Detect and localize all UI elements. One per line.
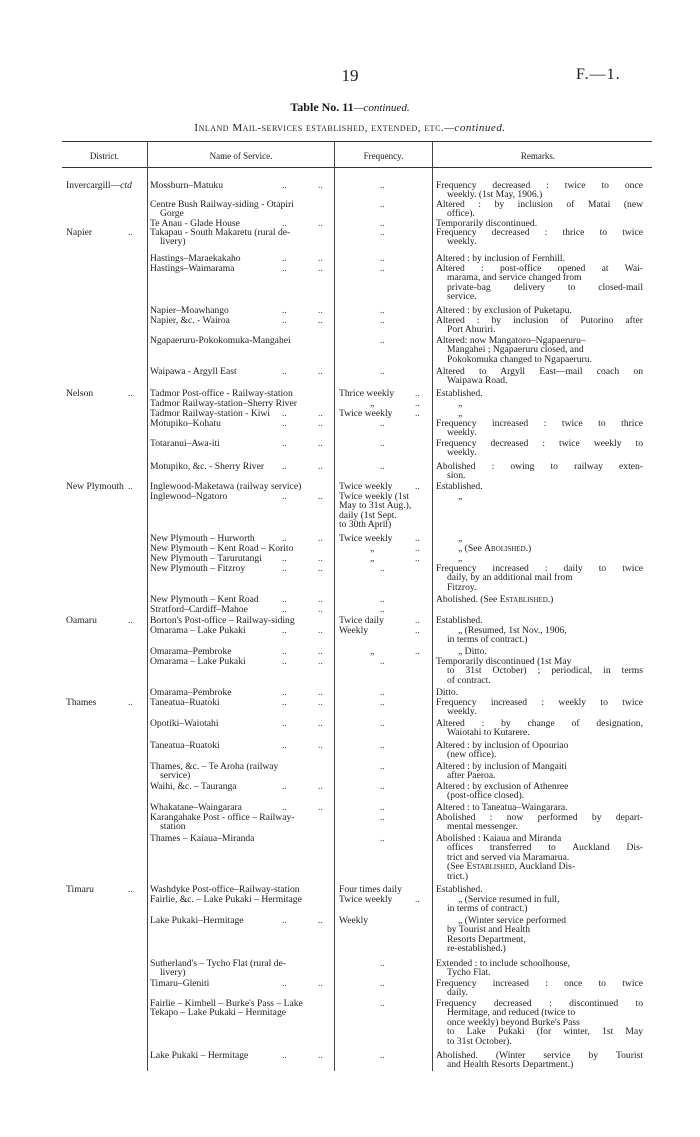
frequency-dots: ..: [380, 180, 385, 191]
service-dots: ..: [318, 915, 323, 926]
row-remarks: mental messenger.: [447, 821, 518, 833]
row-remarks: Extended : to include schoolhouse,: [436, 958, 571, 969]
row-remarks: Established.: [436, 388, 483, 399]
row-service-name: Karangahake Post - office – Railway-: [150, 812, 295, 823]
row-service-name: Tadmor Railway-station - Kiwi: [150, 408, 271, 419]
row-remarks: „ (Resumed, 1st Nov., 1906,: [458, 625, 567, 636]
row-service-name: Sutherland's – Tycho Flat (rural de-: [150, 958, 286, 969]
frequency-dots: ..: [380, 418, 385, 429]
service-dots: ..: [318, 740, 323, 751]
row-service-name: Omarama – Lake Pukaki: [150, 625, 246, 636]
frequency-dots: ..: [415, 481, 420, 492]
service-dots: ..: [318, 461, 323, 472]
row-remarks: by Tourist and Health: [447, 924, 531, 936]
frequency-dots: ..: [415, 625, 420, 636]
row-remarks: Resorts Department,: [447, 933, 526, 945]
frequency-dots: ..: [380, 740, 385, 751]
service-dots: ..: [318, 1050, 323, 1061]
frequency-dots: ..: [380, 253, 385, 264]
service-dots: ..: [282, 491, 287, 502]
frequency-dots: ..: [380, 315, 385, 326]
row-service-name: Hastings–Waimarama: [150, 263, 235, 274]
row-service-name: Fairlie, &c. – Lake Pukaki – Hermitage: [150, 894, 302, 905]
frequency-dots: ..: [380, 687, 385, 698]
row-remarks: „ (Service resumed in full,: [458, 894, 560, 905]
frequency-dots: ..: [380, 802, 385, 813]
row-service-name: Opotiki–Waiotahi: [150, 718, 219, 729]
service-dots: ..: [318, 802, 323, 813]
service-dots: ..: [318, 718, 323, 729]
row-service-name: Gorge: [160, 208, 184, 220]
row-remarks: in terms of contract.): [447, 903, 528, 915]
frequency-dots: ..: [415, 388, 420, 399]
service-dots: ..: [282, 263, 287, 274]
service-dots: ..: [318, 646, 323, 657]
frequency-dots: ..: [380, 563, 385, 574]
service-dots: ..: [318, 687, 323, 698]
row-remarks: Established.: [436, 481, 483, 492]
district-label: Invercargill—: [66, 180, 121, 191]
row-remarks: Established.: [436, 615, 483, 626]
frequency-dots: ..: [380, 1050, 385, 1061]
cross-reference: Abolished: [484, 543, 526, 554]
service-dots: ..: [318, 305, 323, 316]
row-service-name: Takapau - South Makaretu (rural de-: [150, 227, 291, 238]
row-remarks: trict and served via Maramarua.: [447, 851, 570, 863]
row-frequency: Twice weekly: [339, 894, 393, 905]
row-service-name: Te Anau - Glade House: [150, 218, 240, 229]
row-remarks: Ditto.: [436, 687, 459, 698]
row-remarks: Altered : by exclusion of Athenree: [436, 781, 569, 792]
service-dots: ..: [282, 656, 287, 667]
frequency-dots: ..: [415, 543, 420, 554]
row-service-name: New Plymouth – Fitzroy: [150, 563, 246, 574]
row-remarks: (post-office closed).: [447, 790, 525, 802]
row-service-name: New Plymouth – Kent Road – Korito: [150, 543, 294, 554]
service-dots: ..: [282, 697, 287, 708]
row-frequency: Four times daily: [339, 884, 402, 895]
row-remarks: weekly.: [447, 427, 477, 439]
row-service-name: Lake Pukaki–Hermitage: [150, 915, 244, 926]
row-service-name: New Plymouth – Hurworth: [150, 533, 255, 544]
service-dots: ..: [318, 315, 323, 326]
frequency-dots: ..: [380, 594, 385, 605]
row-remarks: Altered : by exclusion of Puketapu.: [436, 305, 572, 316]
service-dots: ..: [318, 533, 323, 544]
frequency-dots: ..: [415, 408, 420, 419]
row-frequency: „: [370, 646, 375, 657]
column-header-service: Name of Service.: [209, 151, 273, 161]
row-service-name: Whakatane–Waingarara: [150, 802, 242, 813]
row-service-name: Tadmor Post-office - Railway-station: [150, 388, 293, 399]
row-remarks: Pokokomuka changed to Ngapaeruru.: [447, 353, 592, 365]
district-dots: ..: [128, 615, 133, 626]
service-dots: ..: [282, 687, 287, 698]
row-service-name: Motupiko–Kohatu: [150, 418, 221, 429]
row-remarks: Altered: now Mangatoro–Ngapaeruru–: [436, 335, 586, 346]
row-district: New Plymouth: [66, 481, 124, 492]
row-service-name: Inglewood-Maketawa (railway service): [150, 481, 302, 492]
row-service-name: Stratford–Cardiff–Mahoe: [150, 604, 248, 615]
row-remarks: Port Ahuriri.: [447, 324, 496, 336]
row-remarks: to 31st October).: [447, 1035, 512, 1047]
row-remarks: re-established.): [447, 943, 506, 955]
row-service-name: Totaranui–Awa-iti: [150, 438, 220, 449]
row-remarks: (See Established, Auckland Dis-: [447, 861, 576, 873]
row-remarks: and Health Resorts Department.): [447, 1059, 574, 1071]
service-dots: ..: [318, 604, 323, 615]
row-remarks: to 31st October) ; periodical, in terms: [447, 665, 643, 677]
row-service-name: Waihi, &c. – Tauranga: [150, 781, 237, 792]
row-service-name: Waipawa - Argyll East: [150, 366, 237, 377]
service-dots: ..: [282, 418, 287, 429]
column-header-frequency: Frequency.: [363, 151, 404, 161]
row-remarks: Frequency decreased : twice to once: [436, 180, 643, 191]
row-service-name: Borton's Post-office – Railway-siding: [150, 615, 295, 626]
table-subtitle-main: Inland Mail-services established, extended, etc.: [194, 122, 445, 134]
service-dots: ..: [282, 1050, 287, 1061]
service-dots: ..: [318, 253, 323, 264]
frequency-dots: ..: [380, 604, 385, 615]
row-service-name: Thames – Kaiaua–Miranda: [150, 833, 255, 844]
frequency-dots: ..: [415, 894, 420, 905]
cross-reference: Established: [499, 594, 548, 605]
row-remarks: Altered : by inclusion of Putorino after: [436, 315, 643, 326]
row-service-name: Omarama – Lake Pukaki: [150, 656, 246, 667]
row-remarks: „: [458, 553, 463, 564]
row-district: [66, 181, 132, 190]
row-remarks: „: [458, 533, 463, 544]
service-dots: ..: [282, 305, 287, 316]
row-remarks: Abolished : owing to railway exten-: [436, 461, 643, 472]
row-service-name: Washdyke Post-office–Railway-station: [150, 884, 300, 895]
service-dots: ..: [282, 594, 287, 605]
service-dots: ..: [282, 563, 287, 574]
row-remarks: Frequency increased : once to twice: [436, 978, 643, 989]
row-remarks: „: [458, 408, 463, 419]
row-remarks: Frequency decreased : twice weekly to: [436, 438, 643, 449]
frequency-dots: ..: [380, 438, 385, 449]
row-remarks: Waiotahi to Kutarere.: [447, 727, 530, 739]
frequency-dots: ..: [380, 781, 385, 792]
row-frequency: Weekly: [339, 915, 369, 926]
row-remarks: „ (Winter service performed: [458, 915, 567, 926]
row-remarks: private-bag delivery to closed-mail: [447, 281, 643, 293]
row-remarks: daily.: [447, 987, 468, 999]
row-remarks: to Lake Pukaki (for winter, 1st May: [447, 1026, 643, 1038]
page-reference: F.—1.: [576, 66, 621, 83]
cross-reference: Established: [466, 861, 515, 873]
row-remarks: Hermitage, and reduced (twice to: [447, 1007, 576, 1019]
service-dots: ..: [282, 625, 287, 636]
row-district: Nelson: [66, 388, 94, 399]
service-dots: ..: [282, 315, 287, 326]
frequency-dots: ..: [380, 227, 385, 238]
row-service-name: Omarama–Pembroke: [150, 646, 232, 657]
row-service-name: Lake Pukaki – Hermitage: [150, 1050, 249, 1061]
service-dots: ..: [318, 553, 323, 564]
row-remarks: „: [458, 398, 463, 409]
row-frequency: Twice weekly: [339, 408, 393, 419]
row-district: Timaru: [66, 884, 94, 895]
frequency-dots: ..: [415, 398, 420, 409]
row-remarks: Established.: [436, 884, 483, 895]
row-remarks: weekly.: [447, 236, 477, 248]
district-dots: ..: [128, 697, 133, 708]
row-remarks: Abolished. (See Established.): [436, 594, 554, 605]
service-dots: ..: [282, 366, 287, 377]
district-continued: ctd: [120, 180, 132, 191]
table-title-main: Table No. 11: [290, 100, 354, 114]
row-service-name: Motupiko, &c. - Sherry River: [150, 461, 265, 472]
row-remarks: „ (See Abolished.): [458, 543, 532, 554]
frequency-dots: ..: [380, 998, 385, 1009]
service-dots: ..: [282, 915, 287, 926]
row-frequency: to 30th April): [339, 519, 392, 531]
row-frequency: Weekly: [339, 625, 369, 636]
row-remarks: Frequency decreased : discontinued to: [436, 998, 643, 1009]
row-remarks: after Paeroa.: [447, 770, 496, 782]
row-remarks: daily, by an additional mail from: [447, 572, 573, 584]
row-service-name: New Plymouth – Kent Road: [150, 594, 259, 605]
service-dots: ..: [318, 781, 323, 792]
row-frequency: daily (1st Sept.: [339, 509, 397, 521]
row-service-name: Taneatua–Ruatoki: [150, 697, 220, 708]
column-header-district: District.: [89, 151, 120, 161]
row-frequency: Twice weekly: [339, 533, 393, 544]
row-district: Napier: [66, 227, 93, 238]
row-service-name: Napier, &c. - Wairoa: [150, 315, 230, 326]
service-dots: ..: [318, 491, 323, 502]
service-dots: ..: [318, 366, 323, 377]
service-dots: ..: [282, 253, 287, 264]
frequency-dots: ..: [380, 199, 385, 210]
service-dots: ..: [318, 418, 323, 429]
row-remarks: Frequency decreased : thrice to twice: [436, 227, 643, 238]
row-service-name: Omarama–Pembroke: [150, 687, 232, 698]
row-remarks: weekly. (1st May, 1906.): [447, 189, 543, 201]
row-service-name: Ngapaeruru-Pokokomuka-Mangahei: [150, 335, 291, 346]
frequency-dots: ..: [380, 761, 385, 772]
frequency-dots: ..: [380, 263, 385, 274]
district-dots: ..: [128, 884, 133, 895]
column-header-remarks: Remarks.: [520, 151, 556, 161]
row-service-name: Inglewood–Ngatoro: [150, 491, 228, 502]
frequency-dots: ..: [380, 718, 385, 729]
service-dots: ..: [318, 594, 323, 605]
row-service-name: service): [160, 770, 191, 782]
frequency-dots: ..: [380, 812, 385, 823]
frequency-dots: ..: [380, 335, 385, 346]
row-remarks: Temporarily discontinued.: [436, 218, 538, 229]
row-service-name: Mossburn–Matuku: [150, 180, 224, 191]
row-remarks: Altered : by inclusion of Opouriao: [436, 740, 569, 751]
row-remarks: Abolished. (Winter service by Tourist: [436, 1050, 643, 1061]
service-dots: ..: [318, 697, 323, 708]
frequency-dots: ..: [380, 656, 385, 667]
row-frequency: Twice weekly (1st: [339, 491, 410, 502]
service-dots: ..: [282, 802, 287, 813]
frequency-dots: ..: [415, 646, 420, 657]
row-remarks: Tycho Flat.: [447, 967, 491, 979]
service-dots: ..: [318, 438, 323, 449]
row-service-name: Tadmor Railway-station–Sherry River: [150, 398, 297, 409]
row-frequency: „: [370, 543, 375, 554]
row-remarks: marama, and service changed from: [447, 272, 582, 284]
service-dots: ..: [282, 180, 287, 191]
service-dots: ..: [282, 978, 287, 989]
table-title-suffix: —continued.: [353, 102, 410, 114]
row-remarks: Altered : by inclusion of Mangaiti: [436, 761, 567, 772]
row-service-name: Tekapo – Lake Pukaki – Hermitage: [150, 1007, 286, 1019]
row-remarks: Waipawa Road.: [447, 375, 508, 387]
row-remarks: Altered : by inclusion of Fernhill.: [436, 253, 565, 264]
row-remarks: of contract.: [447, 674, 491, 686]
row-remarks: in terms of contract.): [447, 634, 528, 646]
service-dots: ..: [318, 263, 323, 274]
service-dots: ..: [282, 718, 287, 729]
service-dots: ..: [282, 781, 287, 792]
row-remarks: Abolished : Kaiaua and Miranda: [436, 833, 562, 844]
page-number: 19: [341, 66, 359, 85]
row-service-name: livery): [160, 236, 186, 248]
row-remarks: Mangahei ; Ngapaeruru closed, and: [447, 344, 584, 356]
row-remarks: Temporarily discontinued (1st May: [436, 656, 572, 667]
row-service-name: livery): [160, 967, 186, 979]
row-frequency: Twice daily: [339, 615, 384, 626]
row-service-name: Fairlie – Kimbell – Burke's Pass – Lake: [150, 998, 303, 1009]
row-service-name: Taneatua–Ruatoki: [150, 740, 220, 751]
row-remarks: office).: [447, 208, 475, 220]
row-remarks: Frequency increased : daily to twice: [436, 563, 643, 574]
service-dots: ..: [282, 438, 287, 449]
row-remarks: Fitzroy.: [447, 581, 477, 593]
frequency-dots: ..: [380, 833, 385, 844]
row-remarks: Frequency increased : twice to thrice: [436, 418, 643, 429]
row-remarks: Abolished : now performed by depart-: [436, 812, 643, 823]
frequency-dots: ..: [415, 553, 420, 564]
row-remarks: Altered : by inclusion of Matai (new: [436, 199, 643, 210]
row-district: Thames: [66, 697, 97, 708]
row-remarks: sion.: [447, 470, 466, 482]
row-frequency: „: [370, 553, 375, 564]
row-frequency: May to 31st Aug.),: [339, 500, 412, 512]
row-remarks: weekly.: [447, 706, 477, 718]
row-service-name: Napier–Moawhango: [150, 305, 229, 316]
service-dots: ..: [282, 408, 287, 419]
row-frequency: Twice weekly: [339, 481, 393, 492]
service-dots: ..: [318, 408, 323, 419]
service-dots: ..: [282, 646, 287, 657]
service-dots: ..: [318, 563, 323, 574]
row-remarks: Frequency increased : weekly to twice: [436, 697, 643, 708]
frequency-dots: ..: [380, 697, 385, 708]
service-dots: ..: [318, 625, 323, 636]
frequency-dots: ..: [380, 366, 385, 377]
district-dots: ..: [128, 227, 133, 238]
row-district: Oamaru: [66, 615, 97, 626]
frequency-dots: ..: [380, 461, 385, 472]
row-remarks: offices transferred to Auckland Dis-: [447, 842, 643, 854]
row-service-name: station: [160, 821, 186, 833]
service-dots: ..: [282, 553, 287, 564]
row-remarks: Altered : post-office opened at Wai-: [436, 263, 643, 274]
row-remarks: trict.): [447, 870, 469, 882]
row-service-name: Thames, &c. – Te Aroha (railway: [150, 761, 279, 772]
row-remarks: „ Ditto.: [458, 646, 487, 657]
service-dots: ..: [318, 180, 323, 191]
row-frequency: „: [370, 398, 375, 409]
table-subtitle-suffix: —continued.: [444, 122, 506, 134]
service-dots: ..: [282, 604, 287, 615]
frequency-dots: ..: [415, 533, 420, 544]
district-dots: ..: [128, 388, 133, 399]
row-remarks: once weekly) beyond Burke's Pass: [447, 1016, 580, 1028]
service-dots: ..: [282, 533, 287, 544]
row-remarks: service.: [447, 291, 477, 303]
row-service-name: Centre Bush Railway-siding - Otapiri: [150, 199, 294, 210]
service-dots: ..: [282, 218, 287, 229]
service-dots: ..: [318, 218, 323, 229]
service-dots: ..: [282, 461, 287, 472]
row-remarks: „: [458, 491, 463, 502]
row-remarks: weekly.: [447, 447, 477, 459]
frequency-dots: ..: [415, 615, 420, 626]
row-remarks: Altered : to Taneatua–Waingarara.: [436, 802, 568, 813]
row-service-name: New Plymouth – Tarurutangi: [150, 553, 262, 564]
row-service-name: Timaru–Gleniti: [150, 978, 210, 989]
row-service-name: Hastings–Maraekakaho: [150, 253, 241, 264]
frequency-dots: ..: [380, 958, 385, 969]
frequency-dots: ..: [380, 218, 385, 229]
service-dots: ..: [318, 656, 323, 667]
row-remarks: (new office).: [447, 749, 497, 761]
row-remarks: Altered : by change of designation,: [436, 718, 643, 729]
row-remarks: Altered to Argyll East—mail coach on: [436, 366, 643, 377]
frequency-dots: ..: [380, 305, 385, 316]
district-dots: ..: [128, 481, 133, 492]
service-dots: ..: [282, 740, 287, 751]
frequency-dots: ..: [380, 978, 385, 989]
service-dots: ..: [318, 978, 323, 989]
row-frequency: Thrice weekly: [339, 388, 395, 399]
